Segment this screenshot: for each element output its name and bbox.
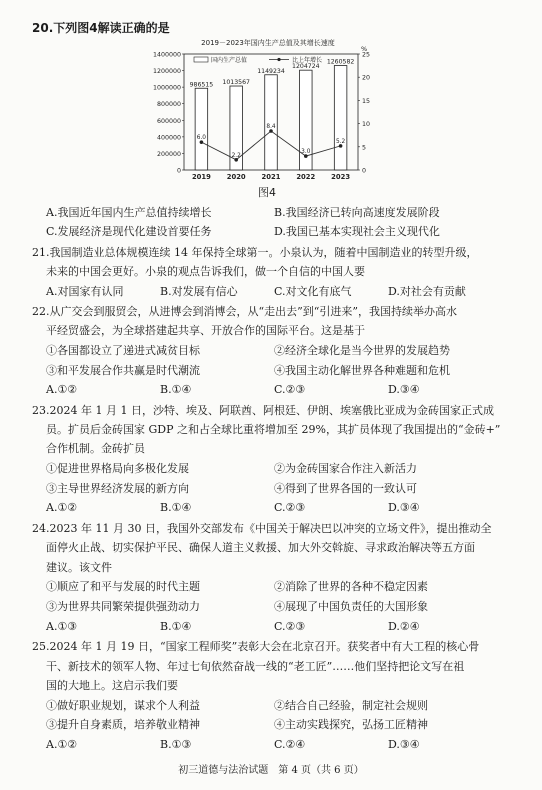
legend-bar-swatch bbox=[194, 57, 208, 62]
x-tick-label: 2020 bbox=[226, 173, 246, 181]
q23-item-4: ④得到了世界各国的一致认可 bbox=[274, 482, 417, 495]
q23-item-3: ③主导世界经济发展的新方向 bbox=[46, 482, 189, 495]
gdp-bar bbox=[334, 66, 347, 170]
gdp-bar-label: 1149234 bbox=[257, 67, 285, 75]
q23-item-1: ①促进世界格局向多极化发展 bbox=[46, 462, 189, 475]
q20-option-b[interactable]: B.我国经济已转向高速度发展阶段 bbox=[274, 206, 440, 219]
q23-stem-line1: 23.2024 年 1 月 1 日，沙特、埃及、阿联酋、阿根廷、伊朗、埃塞俄比亚成为金砖国家正式成 bbox=[32, 404, 494, 417]
growth-label: 3.0 bbox=[301, 149, 311, 156]
right-tick-label: 15 bbox=[362, 97, 371, 105]
left-tick-label: 1200000 bbox=[152, 68, 181, 76]
growth-label: 5.2 bbox=[335, 138, 346, 145]
left-tick-label: 1000000 bbox=[152, 84, 181, 92]
q23-item-2: ②为金砖国家合作注入新活力 bbox=[274, 462, 417, 475]
right-tick-label: 10 bbox=[362, 121, 371, 129]
growth-label: 6.0 bbox=[196, 135, 207, 142]
gdp-bar bbox=[265, 75, 278, 170]
q22-item-3: ③和平发展合作共赢是时代潮流 bbox=[46, 364, 200, 377]
q24-item-2: ②消除了世界的各种不稳定因素 bbox=[274, 580, 428, 593]
q22-stem-line1: 22.从广交会到服贸会，从进博会到消博会，从“走出去”到“引进来”，我国持续举办高水 bbox=[32, 305, 457, 318]
x-tick-label: 2023 bbox=[331, 173, 351, 181]
q24-stem-line2: 面停火止战、切实保护平民、确保人道主义救援、加大外交斡旋、寻求政治解决等五方面 bbox=[46, 541, 475, 554]
q24-option-d[interactable]: D.②④ bbox=[388, 620, 420, 633]
q25-stem-line3: 国的大地上。这启示我们要 bbox=[46, 679, 178, 692]
growth-label: 8.4 bbox=[266, 124, 276, 131]
right-tick-label: 20 bbox=[362, 74, 371, 82]
gdp-bar-label: 1204724 bbox=[292, 63, 320, 71]
q25-option-a[interactable]: A.①② bbox=[46, 738, 78, 751]
gdp-bar-label: 1013567 bbox=[222, 79, 250, 87]
q24-stem-line3: 建议。该文件 bbox=[46, 561, 112, 574]
chart-title: 2019－2023年国内生产总值及其增长速度 bbox=[201, 39, 335, 47]
q24-item-3: ③为世界共同繁荣提供强劲动力 bbox=[46, 600, 200, 613]
q20-option-a[interactable]: A.我国近年国内生产总值持续增长 bbox=[46, 206, 212, 219]
left-tick-label: 400000 bbox=[156, 134, 181, 142]
q24-option-a[interactable]: A.①③ bbox=[46, 620, 78, 633]
q25-option-b[interactable]: B.①③ bbox=[160, 738, 192, 751]
q22-option-c[interactable]: C.②③ bbox=[274, 383, 306, 396]
q25-item-3: ③提升自身素质，培养敬业精神 bbox=[46, 718, 200, 731]
q24-option-b[interactable]: B.①④ bbox=[160, 620, 192, 633]
gdp-bar-label: 1260582 bbox=[326, 58, 355, 66]
figure-label: 图4 bbox=[258, 186, 276, 199]
x-tick-label: 2021 bbox=[261, 173, 281, 181]
chart-svg bbox=[148, 38, 388, 198]
q24-item-4: ④展现了中国负责任的大国形象 bbox=[274, 600, 428, 613]
left-tick-label: 200000 bbox=[156, 150, 181, 158]
q23-stem-line3: 合作机制。金砖扩员 bbox=[46, 442, 145, 455]
q23-option-a[interactable]: A.①② bbox=[46, 501, 78, 514]
right-axis-unit: % bbox=[361, 45, 368, 53]
x-tick-label: 2019 bbox=[191, 173, 211, 181]
q25-stem-line1: 25.2024 年 1 月 19 日，“国家工程师奖”表彰大会在北京召开。获奖者中有大工程的核心骨 bbox=[32, 640, 480, 653]
question-20-stem: 20.下列图4解读正确的是 bbox=[32, 21, 170, 35]
legend-line-label: 比上年增长 bbox=[292, 57, 323, 64]
q22-item-4: ④我国主动化解世界各种难题和危机 bbox=[274, 364, 450, 377]
page-footer: 初三道德与法治试题 第 4 页（共 6 页） bbox=[178, 765, 364, 776]
q22-stem-line2: 平经贸盛会，为全球搭建起共享、开放合作的国际平台。这是基于 bbox=[46, 324, 365, 337]
left-tick-label: 800000 bbox=[156, 101, 181, 109]
right-tick-label: 25 bbox=[362, 51, 371, 59]
q22-option-b[interactable]: B.①④ bbox=[160, 383, 192, 396]
q23-option-c[interactable]: C.②③ bbox=[274, 501, 306, 514]
q25-item-1: ①做好职业规划，谋求个人利益 bbox=[46, 699, 200, 712]
q22-option-d[interactable]: D.③④ bbox=[388, 383, 420, 396]
q23-stem-line2: 员。扩员后金砖国家 GDP 之和占全球比重将增加至 29%，其扩员体现了我国提出的“金砖+” bbox=[46, 423, 501, 436]
q25-item-2: ②结合自己经验，制定社会规则 bbox=[274, 699, 428, 712]
left-tick-label: 0 bbox=[176, 167, 181, 175]
gdp-bar-label: 986515 bbox=[189, 81, 214, 89]
q21-option-c[interactable]: C.对文化有底气 bbox=[274, 285, 352, 298]
q24-option-c[interactable]: C.②③ bbox=[274, 620, 306, 633]
q21-option-d[interactable]: D.对社会有贡献 bbox=[388, 285, 466, 298]
right-tick-label: 5 bbox=[362, 144, 367, 152]
q22-option-a[interactable]: A.①② bbox=[46, 383, 78, 396]
q23-option-b[interactable]: B.①④ bbox=[160, 501, 192, 514]
q21-stem-line2: 未来的中国会更好。小泉的观点告诉我们，做一个自信的中国人要 bbox=[46, 265, 365, 278]
left-tick-label: 600000 bbox=[156, 117, 181, 125]
x-tick-label: 2022 bbox=[296, 173, 316, 181]
q22-item-1: ①各国都设立了递进式减贫目标 bbox=[46, 344, 200, 357]
right-tick-label: 0 bbox=[362, 167, 367, 175]
q23-option-d[interactable]: D.③④ bbox=[388, 501, 420, 514]
q21-stem-line1: 21.我国制造业总体规模连续 14 年保持全球第一。小泉认为，随着中国制造业的转型升级， bbox=[32, 246, 478, 259]
legend-bar-label: 国内生产总值 bbox=[211, 57, 248, 64]
q25-item-4: ④主动实践探究，弘扬工匠精神 bbox=[274, 718, 428, 731]
gdp-bar bbox=[195, 88, 208, 170]
q20-option-c[interactable]: C.发展经济是现代化建设首要任务 bbox=[46, 225, 212, 238]
growth-label: 2.2 bbox=[231, 152, 241, 159]
gdp-chart bbox=[148, 38, 388, 198]
q20-option-d[interactable]: D.我国已基本实现社会主义现代化 bbox=[274, 225, 440, 238]
q25-stem-line2: 干、新技术的领军人物、年过七旬依然奋战一线的“老工匠”……他们坚持把论文写在祖 bbox=[46, 660, 465, 673]
q22-item-2: ②经济全球化是当今世界的发展趋势 bbox=[274, 344, 450, 357]
legend-line-marker bbox=[277, 58, 280, 61]
left-tick-label: 1400000 bbox=[152, 51, 181, 59]
q25-option-d[interactable]: D.③④ bbox=[388, 738, 420, 751]
q25-option-c[interactable]: C.②④ bbox=[274, 738, 306, 751]
q24-item-1: ①顺应了和平与发展的时代主题 bbox=[46, 580, 200, 593]
q21-option-a[interactable]: A.对国家有认同 bbox=[46, 285, 124, 298]
q21-option-b[interactable]: B.对发展有信心 bbox=[160, 285, 238, 298]
q24-stem-line1: 24.2023 年 11 月 30 日，我国外交部发布《中国关于解决巴以冲突的立场文件》，提出推动全 bbox=[32, 522, 492, 535]
